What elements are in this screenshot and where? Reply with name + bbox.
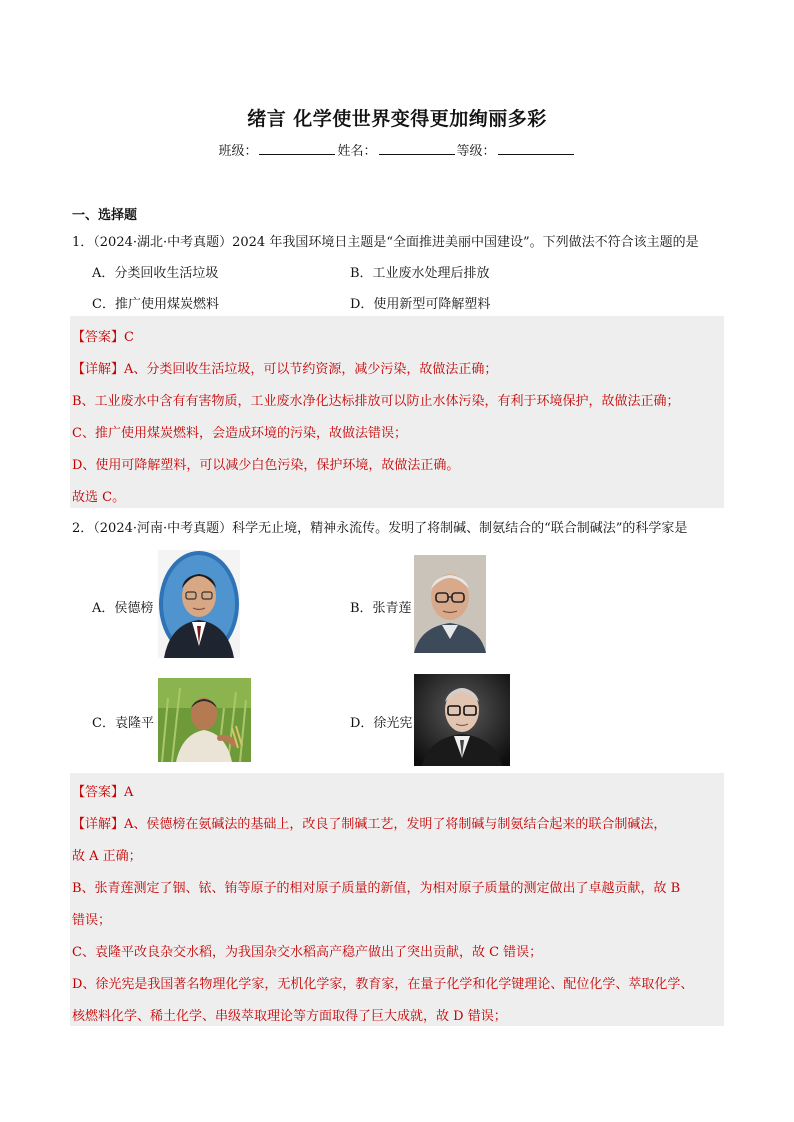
q2-detail-line-2: 故 A 正确； xyxy=(72,849,142,864)
section-title: 一、选择题 xyxy=(72,208,138,223)
q1-answer-value: C xyxy=(124,330,134,345)
q2-detail-line-6: D、徐光宪是我国著名物理化学家，无机化学家，教育家，在量子化学和化学键理论、配位化学、萃取化学、 xyxy=(72,977,694,992)
q2-option-b: B．张青莲 xyxy=(350,601,412,616)
q2-detail-line-5: C、袁隆平改良杂交水稻，为我国杂交水稻高产稳产做出了突出贡献，故 C 错误； xyxy=(72,945,543,960)
q1-detail-line-3: C、推广使用煤炭燃料，会造成环境的污染，故做法错误； xyxy=(72,426,407,441)
name-label: 姓名： xyxy=(337,144,377,159)
q1-detail-line-5: 故选 C。 xyxy=(72,490,126,505)
xu-guangxian-portrait xyxy=(414,674,510,766)
q2-detail-tag: 【详解】 xyxy=(72,817,125,832)
q2-detail-line-3: B、张青莲测定了铟、铱、铕等原子的相对原子质量的新值，为相对原子质量的测定做出了卓越贡献，故 B xyxy=(72,881,681,896)
yuan-longping-portrait xyxy=(158,678,251,762)
grade-label: 等级： xyxy=(456,144,496,159)
q1-option-a: A．分类回收生活垃圾 xyxy=(92,266,219,281)
q1-detail-line-2: B、工业废水中含有有害物质，工业废水净化达标排放可以防止水体污染，有利于环境保护，故做法正确； xyxy=(72,394,680,409)
q1-stem: 1．（2024·湖北·中考真题）2024 年我国环境日主题是“全面推进美丽中国建设”。下列做法不符合该主题的是 xyxy=(72,235,699,250)
q2-detail-line-4: 错误； xyxy=(72,913,112,928)
q2-option-d: D．徐光宪 xyxy=(350,716,413,731)
class-label: 班级： xyxy=(218,144,258,159)
q2-answer-line xyxy=(72,781,133,800)
q2-detail-line-7: 核燃料化学、稀土化学、串级萃取理论等方面取得了巨大成就，故 D 错误； xyxy=(72,1009,507,1024)
q1-option-d: D．使用新型可降解塑料 xyxy=(350,297,491,312)
class-blank[interactable] xyxy=(259,142,335,155)
q2-stem: 2．（2024·河南·中考真题）科学无止境，精神永流传。发明了将制碱、制氨结合的“联合制碱法”的科学家是 xyxy=(72,521,688,536)
q1-detail-tag: 【详解】 xyxy=(72,362,125,377)
student-info-line xyxy=(0,140,794,159)
zhang-qinglian-portrait xyxy=(414,555,486,653)
grade-blank[interactable] xyxy=(498,142,574,155)
q1-answer-line xyxy=(72,326,134,345)
q1-option-b: B．工业废水处理后排放 xyxy=(350,266,490,281)
hou-debang-portrait xyxy=(158,550,240,658)
q1-detail-line-4: D、使用可降解塑料，可以减少白色污染，保护环境，故做法正确。 xyxy=(72,458,460,473)
q1-answer-box xyxy=(70,316,724,508)
q1-answer-tag: 【答案】 xyxy=(72,330,125,345)
q2-detail-line-1 xyxy=(72,813,666,832)
q1-detail-line-1 xyxy=(72,358,497,377)
q1-option-c: C．推广使用煤炭燃料 xyxy=(92,297,219,312)
q2-option-c: C．袁隆平 xyxy=(92,716,154,731)
q2-answer-tag: 【答案】 xyxy=(72,785,125,800)
q2-detail-text-1: A、侯德榜在氨碱法的基础上，改良了制碱工艺，发明了将制碱与制氨结合起来的联合制碱法， xyxy=(124,817,667,832)
page-title: 绪言 化学使世界变得更加绚丽多彩 xyxy=(247,108,547,130)
q2-option-a: A．侯德榜 xyxy=(92,601,154,616)
name-blank[interactable] xyxy=(379,142,455,155)
q2-answer-value: A xyxy=(124,785,134,800)
q1-detail-text-1: A、分类回收生活垃圾，可以节约资源，减少污染，故做法正确； xyxy=(124,362,498,377)
